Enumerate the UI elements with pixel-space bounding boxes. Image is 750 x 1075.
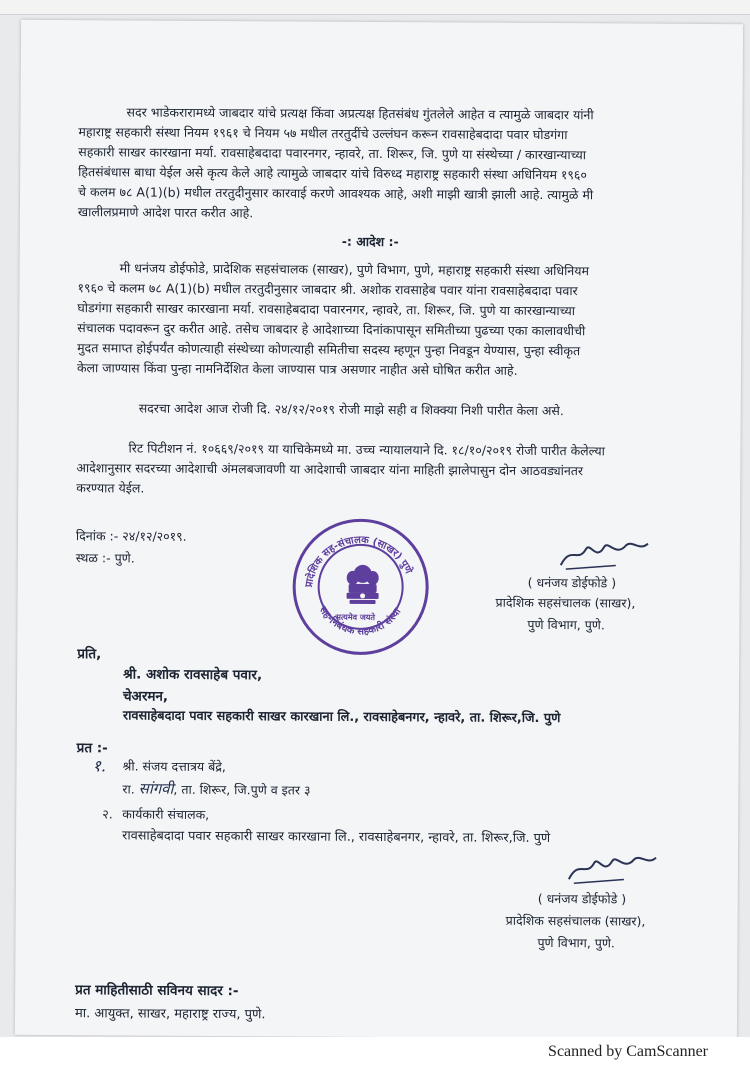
- para1-line: चे कलम ७८ A(1)(b) मधील तरतुदीनुसार कारवाई करणे आवश्यक आहे, अशी माझी खात्री झाली आहे. त्यामुळे मी: [78, 184, 594, 203]
- copy2-number: २.: [102, 806, 113, 822]
- signature-1-designation: प्रादेशिक सहसंचालक (साखर),: [495, 594, 636, 611]
- para2-line: १९६० चे कलम ७८ A(1)(b) मधील तरतुदीनुसार जाबदार श्री. अशोक रावसाहेब पवार यांना रावसाहेबदादा पवार: [77, 280, 578, 299]
- recipient-title: चेअरमन,: [122, 688, 169, 705]
- copy-label: प्रत :-: [76, 740, 108, 757]
- signature-2-office: पुणे विभाग, पुणे.: [537, 934, 615, 951]
- para4-line: करण्यात येईल.: [76, 480, 145, 496]
- paragraph-3: सदरचा आदेश आज रोजी दि. २४/१२/२०१९ रोजी माझे सही व शिक्क्या निशी पारीत केला असे.: [138, 400, 564, 419]
- copy2-line2: रावसाहेबदादा पवार सहकारी साखर कारखाना लि., रावसाहेबनगर, न्हावरे, ता. शिरूर,जि. पुणे: [122, 828, 551, 847]
- signature-1-office: पुणे विभाग, पुणे.: [527, 616, 605, 633]
- copy1-address-suffix: , ता. शिरूर, जि.पुणे व इतर ३: [173, 781, 311, 798]
- para1-line: सहकारी साखर कारखाना मर्या. रावसाहेबदादा पवारनगर, न्हावरे, ता. शिरूर, जि. पुणे या संस्थेच्या / कारखान्याच्या: [78, 144, 587, 163]
- seal-top-text: प्रादेशिक सह-संचालक (साखर) पुणे: [303, 534, 414, 589]
- office-seal: [292, 518, 429, 655]
- para1-line: हितसंबंधास बाधा येईल असे कृत्य केले आहे त्यामुळे जाबदार यांचे विरुध्द महाराष्ट्र सहकारी संस्था अधिनियम १९६०: [78, 164, 587, 183]
- signature-2-name: ( धनंजय डोईफोडे ): [537, 890, 627, 907]
- scanner-footer: [0, 1037, 750, 1075]
- para2-line: मी धनंजय डोईफोडे, प्रादेशिक सहसंचालक (साखर), पुणे विभाग, पुणे, महाराष्ट्र सहकारी संस्था अधिनियम: [119, 260, 590, 279]
- paragraph-1: [21, 20, 743, 221]
- seal-bottom-text: सह-निबंधक सहकारी संस्था: [316, 604, 404, 638]
- para4-line: आदेशानुसार सदरच्या आदेशाची अंमलबजावणी या आदेशाची जाबदार यांना माहिती झालेपासुन दोन आठवड्यांनतर: [76, 460, 584, 479]
- copy1-address: [122, 778, 310, 798]
- signature-2-designation: प्रादेशिक सहसंचालक (साखर),: [505, 912, 646, 929]
- ashoka-emblem-icon: [339, 562, 385, 614]
- copy1-name: श्री. संजय दत्तात्रय बेंद्रे,: [122, 758, 226, 775]
- recipient-name: श्री. अशोक रावसाहेब पवार,: [123, 666, 263, 684]
- place-line: स्थळ :- पुणे.: [75, 550, 135, 566]
- date-line: दिनांक :- २४/१२/२०१९.: [75, 528, 187, 544]
- para1-line: खालीलप्रमाणे आदेश पारत करीत आहे.: [77, 204, 254, 221]
- info-copy-recipient: मा. आयुक्त, साखर, महाराष्ट्र राज्य, पुणे.: [74, 1006, 266, 1023]
- seal-motto: सत्यमेव जयते: [335, 612, 376, 622]
- seal-inner-ring: [317, 544, 404, 631]
- para2-line: मुदत समाप्त होईपर्यंत कोणत्याही संस्थेच्या कोणत्याही समितीचा सदस्य म्हणून पुन्हा निवडून येण्यास, पुन्हा स्वीकृत: [77, 340, 581, 359]
- para4-line: रिट पिटीशन नं. १०६६९/२०१९ या याचिकेमध्ये मा. उच्च न्यायालयाने दि. १८/१०/२०१९ रोजी पारीत केलेल्या: [128, 440, 605, 459]
- para1-line: सदर भाडेकरारामध्ये जाबदार यांचे प्रत्यक्ष किंवा अप्रत्यक्ष हितसंबंध गुंतलेले आहेत व त्यामुळे जाबदार यांनी: [126, 104, 594, 123]
- signature-2-scribble: [564, 849, 664, 890]
- info-copy-label: प्रत माहितीसाठी सविनय सादर :-: [75, 982, 239, 1000]
- document-page: [15, 20, 743, 1039]
- top-strip: [0, 0, 750, 15]
- recipient-address: रावसाहेबदादा पवार सहकारी साखर कारखाना लि., रावसाहेबनगर, न्हावरे, ता. शिरूर,जि. पुणे: [122, 708, 561, 727]
- order-heading: -: आदेश :-: [341, 233, 399, 250]
- para2-line: घोडगंगा सहकारी साखर कारखाना मर्या. रावसाहेबदादा पवारनगर, न्हावरे, ता. शिरूर, जि. पुणे या कारखान्याच्या: [77, 300, 576, 319]
- para1-line: महाराष्ट्र सहकारी संस्था नियम १९६१ चे नियम ५७ मधील तरतुदींचे उल्लंघन करून रावसाहेबदादा पवार घोडगंगा: [78, 124, 568, 143]
- scanner-watermark: Scanned by CamScanner: [548, 1043, 708, 1060]
- para2-line: केला जाण्यास किंवा पुन्हा नामनिर्देशित केला जाण्यास पात्र असणार नाहीत असे घोषित करीत आहे.: [76, 360, 518, 378]
- copy1-handwritten-village: सांगवी: [138, 779, 174, 798]
- copy2-line1: कार्यकारी संचालक,: [122, 806, 210, 822]
- copy1-number: १.: [92, 756, 107, 776]
- to-label: प्रति,: [77, 646, 102, 663]
- signature-1-scribble: [556, 535, 656, 576]
- signature-1-name: ( धनंजय डोईफोडे ): [527, 574, 617, 591]
- para2-line: संचालक पदावरून दुर करीत आहे. तसेच जाबदार हे आदेशाच्या दिनांकापासून समितीच्या पुढच्या एका कालावधीची: [77, 320, 586, 339]
- copy1-address-prefix: रा.: [122, 781, 139, 797]
